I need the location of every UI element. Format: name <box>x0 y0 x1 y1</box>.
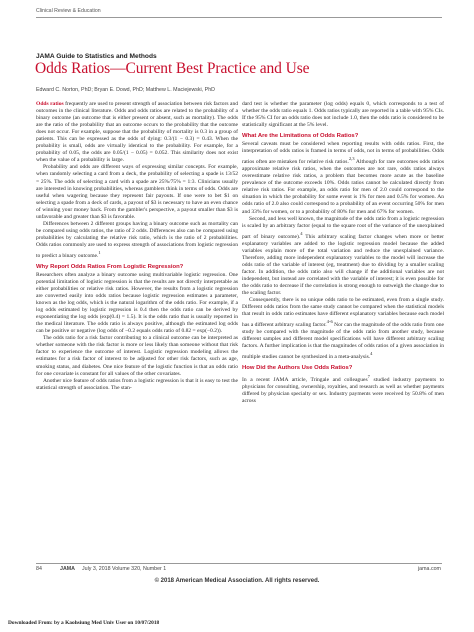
citation: 2,3 <box>348 156 355 162</box>
citation: 4 <box>300 230 303 236</box>
citation: 7 <box>367 374 370 380</box>
download-notice: Downloaded From: by a Kaohsiung Med Univ User on 10/07/2018 <box>8 620 160 626</box>
section-label: Clinical Review & Education <box>36 8 101 14</box>
paragraph: Odds ratios frequently are used to present strength of association between risk factors and outcomes in the clinical literature. Odds and odds ratios are related to the probability of a binary outcome (an outcome that is either present or absent, such as mortality). The odds are the ratio of the probability that an outcome occurs to the probability that the outcome does not occur. For example, suppose that the probability of mortality is 0.3 in a group of patients. This can be expressed as the odds of dying: 0.3/(1 − 0.3) = 0.43. When the probability is small, odds are virtually identical to the probability. For example, for a probability of 0.05, the odds are 0.05/(1 − 0.05) = 0.052. This similarity does not exist when the value of a probability is large. <box>36 101 238 164</box>
paragraph: In a recent JAMA article, Tringale and colleagues$^7$ studied industry payments to physicians for consulting, ownership, royalties, and research as well as whether payments differed by physician specialty or sex. Industry payments were received by 50.8% of men across <box>242 374 444 404</box>
paragraph: Probability and odds are different ways of expressing similar concepts. For example, when randomly selecting a card from a deck, the probability of selecting a spade is 13/52 = 25%. The odds of selecting a card with a spade are 25%/75% = 1:3. Clinicians usually are interested in knowing probabilities, whereas gamblers think in terms of odds. Odds are useful when wagering because they represent fair payouts. If one were to bet $1 on selecting a spade from a deck of cards, a payout of $3 is necessary to have an even chance of winning your money back. From the gambler's perspective, a payout smaller than $3 is unfavorable and greater than $3 is favorable. <box>36 164 238 220</box>
section-heading: How Did the Authors Use Odds Ratios? <box>242 364 353 371</box>
header-rule <box>36 17 442 18</box>
citation: 4 <box>370 351 373 357</box>
issue-info: July 3, 2018 Volume 320, Number 1 <box>82 566 167 572</box>
paragraph: Another nice feature of odds ratios from a logistic regression is that it is easy to test the statistical strength of association. The stan- <box>36 377 238 391</box>
paragraph: The odds ratio for a risk factor contributing to a clinical outcome can be interpreted as whether someone with the risk factor is more or less likely than someone without that risk factor to experience the outcome of interest. Logistic regression modeling allows the estimates for a risk factor of interest to be adjusted for other risk factors, such as age, smoking status, and diabetes. One nice feature of the logistic function is that an odds ratio for one covariate is constant for all values of the other covariates. <box>36 335 238 377</box>
left-column <box>36 101 238 392</box>
section-heading: Why Report Odds Ratios From Logistic Regression? <box>36 263 184 270</box>
author-list: Edward C. Norton, PhD; Bryan E. Dowd, PhD; Matthew L. Maciejewski, PhD <box>36 87 215 93</box>
paragraph: Second, and less well known, the magnitude of the odds ratio from a logistic regression is scaled by an arbitrary factor (equal to the square root of the variance of the unexplained part of binary outcome).$^4$ This arbitrary scaling factor changes when more or better explanatory variables are added to the logistic regression model because the added variables explain more of the total variation and reduce the unexplained variance. Therefore, adding more independent explanatory variables to the model will increase the odds ratio of the variable of interest (eg, treatment) due to dividing by a smaller scaling factor. In addition, the odds ratio also will change if the additional variables are not independent, but instead are correlated with the variable of interest; it is even possible for the odds ratio to decrease if the correlation is strong enough to outweigh the change due to the scaling factor. <box>242 215 444 296</box>
paragraph: Researchers often analyze a binary outcome using multivariable logistic regression. One potential limitation of logistic regression is that the results are not directly interpretable as either probabilities or relative risk ratios. However, the results from a logistic regression are converted easily into odds ratios because logistic regression estimates a parameter, known as the log odds, which is the natural logarithm of the odds ratio. For example, if a log odds estimated by logistic regression is 0.4 then the odds ratio can be derived by exponentiating the log odds (exp(0.4) = 1.5). It is the odds ratio that is usually reported in the medical literature. The odds ratio is always positive, although the estimated log odds can be positive or negative (log odds of −0.2 equals odds ratio of 0.82 = exp(−0.2)). <box>36 271 238 335</box>
lead-keyword: Odds ratios <box>36 101 64 107</box>
copyright-notice: © 2018 American Medical Association. All rights reserved. <box>154 578 320 584</box>
paragraph: dard test is whether the parameter (log odds) equals 0, which corresponds to a test of whether the odds ratio equals 1. Odds ratios typically are reported in a table with 95% CIs. If the 95% CI for an odds ratio does not include 1.0, then the odds ratio is considered to be statistically significant at the 5% level. <box>242 101 444 129</box>
journal-name: JAMA <box>60 566 76 572</box>
article-title: Odds Ratios—Current Best Practice and Use <box>35 60 310 77</box>
citation: 4-6 <box>326 319 333 325</box>
citation: 1 <box>98 249 101 255</box>
right-column <box>242 101 444 405</box>
series-name: JAMA Guide to Statistics and Methods <box>36 53 157 60</box>
section-heading: What Are the Limitations of Odds Ratios? <box>242 133 359 140</box>
paragraph: Differences between 2 different groups having a binary outcome such as mortality can be compared using odds ratios, the ratio of 2 odds. Differences also can be compared using probabilities by calculating the relative risk ratio, which is the ratio of 2 probabilities. Odds ratios commonly are used to express strength of associations from logistic regression to predict a binary outcome.$^1$ <box>36 220 238 259</box>
paragraph: Consequently, there is no unique odds ratio to be estimated, even from a single study. Different odds ratios from the same study cannot be compared when the statistical models that result in odds ratio estimates have different explanatory variables because each model has a different arbitrary scaling factor.$^{4-6}$ Nor can the magnitude of the odds ratio from one study be compared with the magnitude of the odds ratio from another study, because different samples and different model specifications will have different arbitrary scaling factors. A further implication is that the magnitudes of odds ratios of a given association in multiple studies cannot be synthesized in a meta-analysis.$^4$ <box>242 296 444 360</box>
page-number: 84 <box>36 566 42 572</box>
paragraph: Several caveats must be considered when reporting results with odds ratios. First, the interpretation of odds ratios is framed in terms of odds, not in terms of probabilities. Odds ratios often are mistaken for relative risk ratios.$^{2,3}$ Although for rare outcomes odds ratios approximate relative risk ratios, when the outcomes are not rare, odds ratios always overestimate relative risk ratios, a problem that becomes more acute as the baseline prevalence of the outcome exceeds 10%. Odds ratios cannot be calculated directly from relative risk ratios. For example, an odds ratio for men of 2.0 could correspond to the situation in which the probability for some event is 1% for men and 0.5% for women. An odds ratio of 2.0 also could correspond to a probability of an event occurring 50% for men and 33% for women, or to a probability of 80% for men and 67% for women. <box>242 141 444 215</box>
footer-rule <box>36 563 442 564</box>
journal-site-link[interactable]: jama.com <box>418 566 441 572</box>
